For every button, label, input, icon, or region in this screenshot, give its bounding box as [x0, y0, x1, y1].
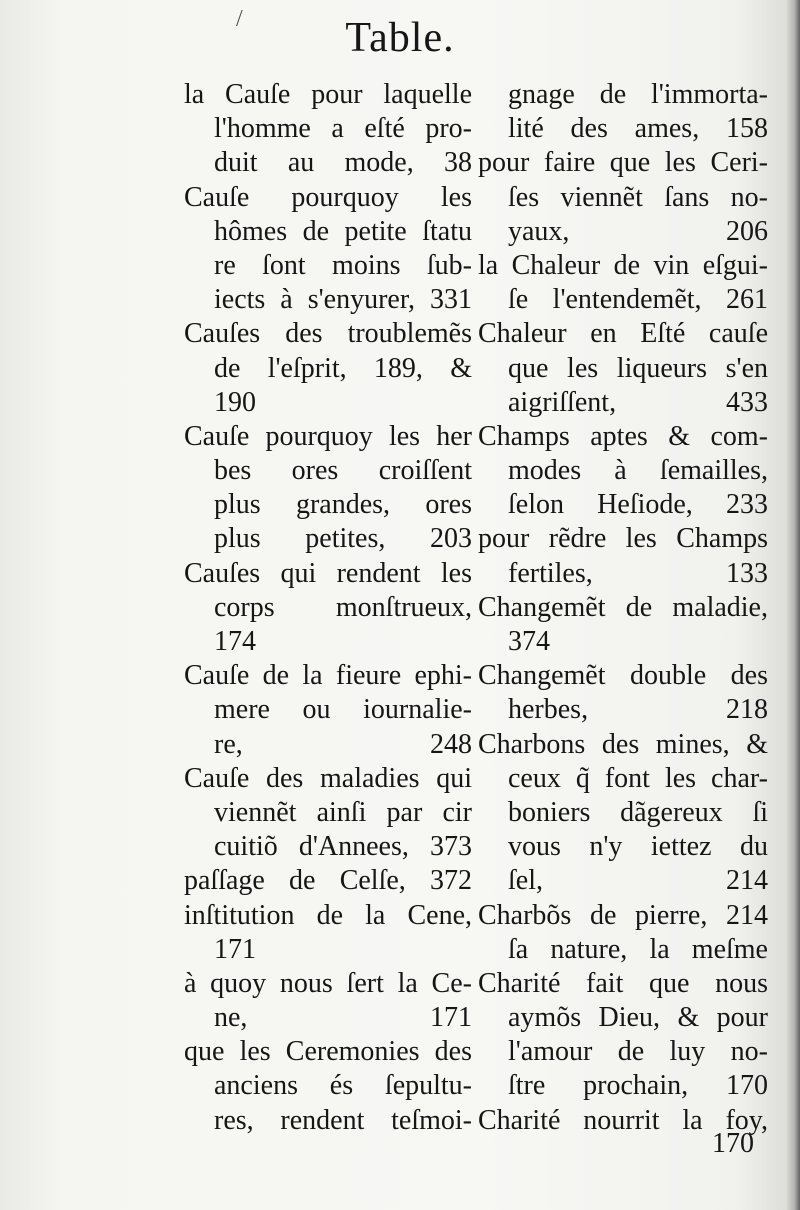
index-entry-line: bes ores croiſſent — [214, 455, 472, 487]
index-entry-line: inſtitution de la Cene, — [184, 899, 472, 931]
index-entry-line: ceux q̃ font les char- — [508, 762, 768, 794]
index-entry-line: 171 — [214, 933, 256, 965]
index-entry-line: à quoy nous ſert la Ce- — [184, 967, 472, 999]
index-entry-line: viennẽt ainſi par cir — [214, 796, 472, 828]
index-entry-line: 190 — [214, 386, 256, 418]
index-entry-line: la Cauſe pour laquelle — [184, 79, 472, 110]
index-entry-line: ſa nature, la meſme — [508, 933, 768, 965]
index-entry-line: Cauſe pourquoy les — [184, 181, 472, 213]
stray-mark: / — [236, 6, 243, 32]
index-entry-line: aymõs Dieu, & pour — [508, 1002, 768, 1034]
index-entry-line: plus grandes, ores — [214, 489, 472, 521]
index-entry-line: lité des ames, 158 — [508, 113, 768, 145]
index-entry-line: Changemẽt de maladie, — [478, 591, 768, 623]
index-entry-line: pour faire que les Ceri- — [478, 147, 768, 179]
index-entry-line: Cauſes des troublemẽs — [184, 318, 472, 350]
index-entry-line: fertiles, 133 — [508, 557, 768, 589]
index-entry-line: gnage de l'immorta- — [508, 79, 768, 110]
index-entry-line: boniers dãgereux ſi — [508, 796, 768, 828]
index-entry-line: duit au mode, 38 — [214, 147, 472, 179]
index-entry-line: corps monſtrueux, — [214, 591, 472, 623]
index-entry-line: ſtre prochain, 170 — [508, 1070, 768, 1102]
index-entry-line: ſe l'entendemẽt, 261 — [508, 284, 768, 316]
left-index-column — [184, 78, 472, 1138]
index-entry-line: l'amour de luy no- — [508, 1036, 768, 1068]
index-entry-line: paſſage de Celſe, 372 — [184, 865, 472, 897]
index-entry-line: re ſont moins ſub- — [214, 249, 472, 281]
index-entry-line: Charbons des mines, & — [478, 728, 768, 760]
index-entry-line: anciens és ſepultu- — [214, 1070, 472, 1102]
index-entry-line: pour rẽdre les Champs — [478, 523, 768, 555]
index-entry-line: ne, 171 — [214, 1002, 472, 1034]
index-entry-line: ſelon Heſiode, 233 — [508, 489, 768, 521]
index-entry-line: Cauſes qui rendent les — [184, 557, 472, 589]
index-entry-line: plus petites, 203 — [214, 523, 472, 555]
index-entry-line: vous n'y iettez du — [508, 831, 768, 863]
index-entry-line: que les liqueurs s'en — [508, 352, 768, 384]
index-entry-line: 374 — [508, 626, 550, 657]
index-entry-line: Cauſe des maladies qui — [184, 762, 472, 794]
page-title: Table. — [345, 15, 455, 61]
index-entry-line: que les Ceremonies des — [184, 1036, 472, 1068]
index-entry-line: Changemẽt double des — [478, 660, 768, 692]
index-entry-line: de l'eſprit, 189, & — [214, 352, 472, 384]
index-entry-line: Charité nourrit la foy, — [478, 1104, 768, 1136]
index-entry-line: mere ou iournalie- — [214, 694, 472, 726]
index-entry-line: la Chaleur de vin eſgui- — [478, 249, 768, 281]
index-entry-line: l'homme a eſté pro- — [214, 113, 472, 145]
index-entry-line: aigriſſent, 433 — [508, 386, 768, 418]
index-entry-line: herbes, 218 — [508, 694, 768, 726]
index-entry-line: Charbõs de pierre, 214 — [478, 899, 768, 931]
index-entry-line: ſes viennẽt ſans no- — [508, 181, 768, 213]
index-entry-line: modes à ſemailles, — [508, 455, 768, 487]
page-edge-shadow — [786, 0, 800, 1210]
index-entry-line: hômes de petite ſtatu — [214, 215, 472, 247]
index-entry-line: 174 — [214, 626, 256, 657]
index-entry-line: Champs aptes & com- — [478, 420, 768, 452]
index-entry-line: Chaleur en Eſté cauſe — [478, 318, 768, 350]
index-entry-line: Charité fait que nous — [478, 967, 768, 999]
index-entry-line: re, 248 — [214, 728, 472, 760]
index-entry-line: cuitiõ d'Annees, 373 — [214, 831, 472, 863]
right-index-column — [478, 78, 768, 1138]
index-entry-line: yaux, 206 — [508, 215, 768, 247]
index-entry-line: ſel, 214 — [508, 865, 768, 897]
index-entry-line: iects à s'enyurer, 331 — [214, 284, 472, 316]
catchword: 170 — [712, 1128, 754, 1159]
index-entry-line: Cauſe de la fieure ephi- — [184, 660, 472, 692]
index-entry-line: Cauſe pourquoy les her — [184, 420, 472, 452]
index-entry-line: res, rendent teſmoi- — [214, 1104, 472, 1136]
